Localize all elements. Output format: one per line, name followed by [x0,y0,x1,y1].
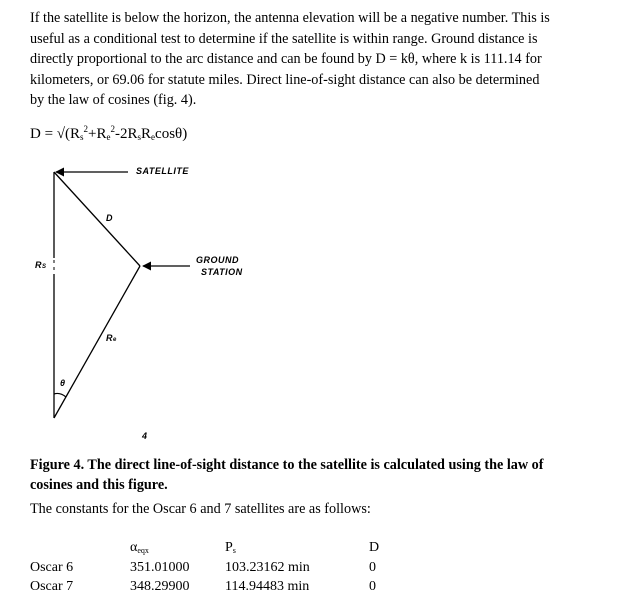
body-paragraph [30,8,620,111]
row-period: 103.23162 min [225,560,310,575]
theta-label: θ [60,378,66,388]
law-of-cosines-formula: $D = √(R_s^2+R_e^2-2R_sR_e\cos\theta)$ [30,124,188,142]
caption-line: cosines and this figure. [30,477,168,493]
paragraph-line: directly proportional to the arc distance and can be found by D = kθ, where k is 111.14 for [30,51,542,67]
row-d: 0 [369,579,376,594]
earth-radius-label: Re [106,333,117,343]
satellite-radius-label: RS [35,260,47,270]
geometry-diagram [0,150,640,450]
row-d: 0 [369,560,376,575]
paragraph-line: If the satellite is below the horizon, the antenna elevation will be a negative number. This is [30,10,550,26]
figure-caption [30,455,630,495]
row-alpha: 351.01000 [130,560,190,575]
row-alpha: 348.29900 [130,579,190,594]
header-period: $P_s$ [225,540,236,555]
ground-station-label [196,254,243,278]
header-d: D [369,540,380,555]
theta-angle-arc [54,393,66,397]
row-name: Oscar 6 [30,560,74,575]
satellite-label: SATELLITE [136,166,189,176]
row-period: 114.94483 min [225,579,310,594]
constants-intro: The constants for the Oscar 6 and 7 satellites are as follows: [30,501,371,517]
ground-station-label-line1: GROUND [196,255,239,265]
paragraph-line: by the law of cosines (fig. 4). [30,92,197,108]
paragraph-line: useful as a conditional test to determine if the satellite is within range. Ground distance is [30,30,538,47]
line-of-sight-label: D [106,213,113,223]
constants-table [0,540,640,600]
row-name: Oscar 7 [30,579,74,594]
figure-number: 4 [142,431,148,441]
earth-radius-re [54,266,140,418]
paragraph-line: kilometers, or 69.06 for statute miles. Direct line-of-sight distance can also be determined [30,71,540,88]
line-of-sight-d [54,172,140,266]
header-alpha-eqx: $\alpha_{eqx}$ [130,540,149,555]
geometry-figure [0,150,640,450]
caption-line: Figure 4. The direct line-of-sight distance to the satellite is calculated using the law of [30,457,544,473]
ground-station-label-line2: STATION [201,267,243,277]
